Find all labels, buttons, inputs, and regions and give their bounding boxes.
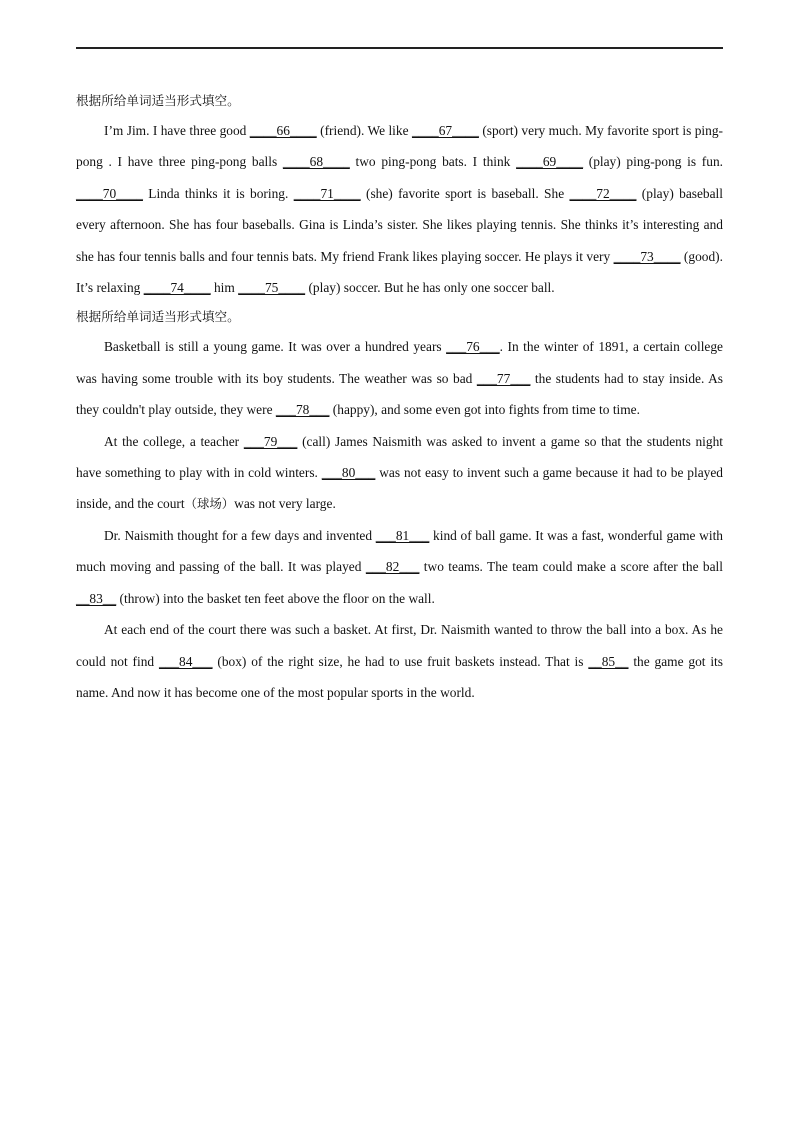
passage-2-paragraph-4 xyxy=(76,614,723,708)
answer-blank[interactable]: ____66____ xyxy=(249,123,317,138)
passage-text: kind of ball game. It was a fast, wonderful game with much moving and passing of the ball. It was played xyxy=(76,527,723,575)
answer-blank[interactable]: ___78___ xyxy=(275,402,330,418)
passage-text: Dr. Naismith thought for a few days and invented xyxy=(104,527,376,543)
answer-blank[interactable]: __85__ xyxy=(588,653,629,669)
passage-text: (good). It’s relaxing xyxy=(76,248,723,296)
passage-1-paragraph xyxy=(76,115,723,303)
answer-blank[interactable]: ___82___ xyxy=(365,559,420,575)
answer-blank[interactable]: ____72____ xyxy=(569,185,637,201)
passage-text: (play) baseball every afternoon. She has four baseballs. Gina is Linda’s sister. She likes playing tennis. She thinks it’s interesting and she has four tennis balls and four tennis bats. My friend Frank likes playing soccer. He plays it very xyxy=(76,185,723,264)
passage-text: (box) of the right size, he had to use fruit baskets instead. That is xyxy=(212,653,589,669)
passage-text: was not easy to invent such a game because it had to be played inside, and the court xyxy=(76,465,723,512)
passage-text: two ping-pong bats. I think xyxy=(349,154,517,170)
answer-blank[interactable]: ____68____ xyxy=(282,154,350,170)
answer-blank[interactable]: ___76___ xyxy=(446,339,500,355)
passage-text: Basketball is still a young game. It was over a hundred years xyxy=(104,339,447,355)
answer-blank[interactable]: ___77___ xyxy=(476,370,531,386)
answer-blank[interactable]: ____67____ xyxy=(411,123,479,138)
passage-2-paragraph-3 xyxy=(76,520,723,614)
top-rule xyxy=(76,47,723,49)
passage-text: (play) soccer. But he has only one soccer ball. xyxy=(305,280,555,296)
passage-2 xyxy=(76,331,723,708)
passage-text: (friend). We like xyxy=(316,123,412,138)
passage-text: At the college, a teacher xyxy=(104,433,244,449)
passage-2-paragraph-1 xyxy=(76,331,723,425)
passage-2-paragraph-2 xyxy=(76,426,723,520)
chinese-gloss: （球场） xyxy=(184,496,235,512)
passage-text: the students had to stay inside. As they couldn't play outside, they were xyxy=(76,370,723,418)
passage-text: two teams. The team could make a score after the ball xyxy=(419,559,724,575)
passage-text: (she) favorite sport is baseball. She xyxy=(360,185,570,201)
passage-text: . In the winter of 1891, a certain college was having some trouble with its boy students. The weather was so bad xyxy=(76,339,723,386)
answer-blank[interactable]: ____73____ xyxy=(613,248,681,264)
instruction-heading-1: 根据所给单词适当形式填空。 xyxy=(76,93,240,108)
passage-text: was not very large. xyxy=(234,496,336,512)
answer-blank[interactable]: ____70____ xyxy=(76,185,143,201)
passage-text: (sport) very much. My favorite sport is ping-pong . I have three ping-pong balls xyxy=(76,123,723,170)
passage-text: (throw) into the basket ten feet above the floor on the wall. xyxy=(116,590,435,606)
passage-text: (happy), and some even got into fights from time to time. xyxy=(329,402,640,418)
passage-text: (call) James Naismith was asked to invent a game so that the students night have something to play with in cold winters. xyxy=(76,433,724,481)
passage-text: him xyxy=(210,280,239,296)
answer-blank[interactable]: ____74____ xyxy=(143,280,211,296)
answer-blank[interactable]: __83__ xyxy=(76,590,117,606)
passage-text: (play) ping-pong is fun. xyxy=(583,154,723,170)
passage-text: At each end of the court there was such a basket. At first, Dr. Naismith wanted to throw the ball into a box. As he could not find xyxy=(76,622,723,669)
answer-blank[interactable]: ____75____ xyxy=(238,280,306,296)
answer-blank[interactable]: ___79___ xyxy=(243,433,298,449)
passage-1 xyxy=(76,115,723,303)
worksheet-content xyxy=(76,87,723,708)
answer-blank[interactable]: ___81___ xyxy=(375,527,430,543)
passage-text: the game got its name. And now it has become one of the most popular sports in the world. xyxy=(76,653,723,700)
answer-blank[interactable]: ____71____ xyxy=(293,185,361,201)
passage-text: Linda thinks it is boring. xyxy=(142,185,294,201)
passage-text: I’m Jim. I have three good xyxy=(104,123,250,138)
answer-blank[interactable]: ___84___ xyxy=(158,653,213,669)
instruction-heading-2: 根据所给单词适当形式填空。 xyxy=(76,309,240,325)
answer-blank[interactable]: ___80___ xyxy=(321,465,376,481)
answer-blank[interactable]: ____69____ xyxy=(516,154,584,170)
